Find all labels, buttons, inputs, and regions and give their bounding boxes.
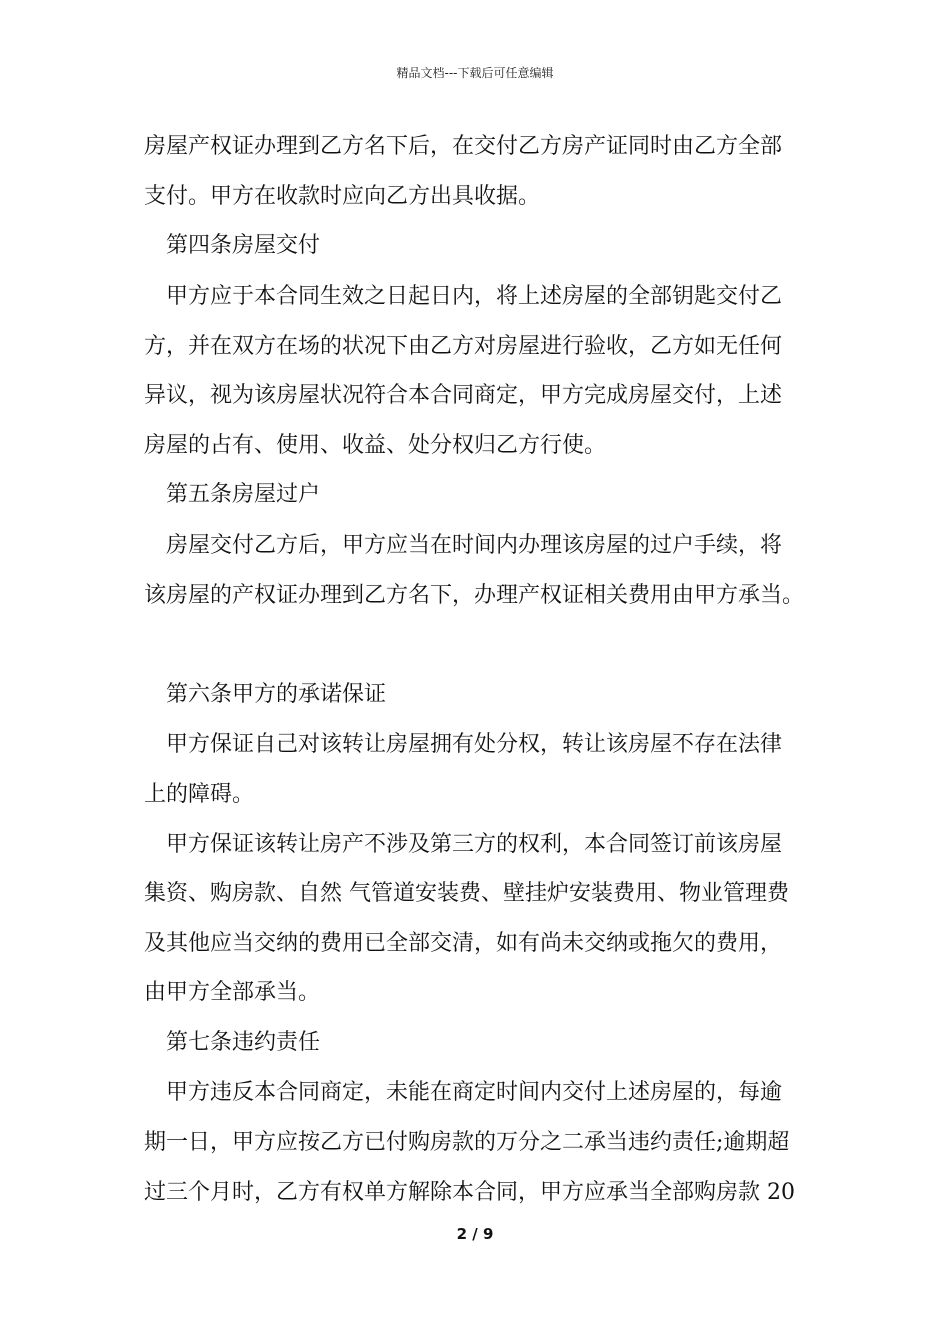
body-line: 及其他应当交纳的费用已全部交清，如有尚未交纳或拖欠的费用，	[144, 931, 783, 956]
body-line: 支付。甲方在收款时应向乙方出具收据。	[144, 184, 541, 209]
body-line: 集资、购房款、自然 气管道安装费、壁挂炉安装费用、物业管理费	[144, 881, 789, 906]
body-line: 房屋的占有、使用、收益、处分权归乙方行使。	[144, 433, 607, 458]
body-line: 甲方保证该转让房产不涉及第三方的权利，本合同签订前该房屋	[166, 832, 783, 857]
body-line: 由甲方全部承当。	[144, 980, 321, 1005]
body-line: 甲方违反本合同商定，未能在商定时间内交付上述房屋的，每逾	[166, 1080, 783, 1105]
section-heading: 第四条房屋交付	[166, 233, 321, 258]
section-heading: 第六条甲方的承诺保证	[166, 682, 387, 707]
section-heading: 第五条房屋过户	[166, 482, 321, 507]
section-heading: 第七条违约责任	[166, 1030, 321, 1055]
body-line: 上的障碍。	[144, 782, 255, 807]
page-header: 精品文档---下载后可任意编辑	[396, 66, 554, 80]
body-line: 房屋交付乙方后，甲方应当在时间内办理该房屋的过户手续，将	[166, 533, 783, 558]
page-number: 2 / 9	[456, 1225, 494, 1243]
body-line: 甲方保证自己对该转让房屋拥有处分权，转让该房屋不存在法律	[166, 732, 783, 757]
body-line: 过三个月时，乙方有权单方解除本合同，甲方应承当全部购房款 20	[144, 1180, 795, 1205]
body-line: 该房屋的产权证办理到乙方名下，办理产权证相关费用由甲方承当。	[144, 583, 805, 608]
body-line: 期一日，甲方应按乙方已付购房款的万分之二承当违约责任;逾期超	[144, 1130, 790, 1155]
body-line: 方，并在双方在场的状况下由乙方对房屋进行验收，乙方如无任何	[144, 334, 783, 359]
body-line: 甲方应于本合同生效之日起日内，将上述房屋的全部钥匙交付乙	[166, 284, 783, 309]
body-line: 房屋产权证办理到乙方名下后，在交付乙方房产证同时由乙方全部	[144, 134, 783, 159]
body-line: 异议，视为该房屋状况符合本合同商定，甲方完成房屋交付，上述	[144, 383, 783, 408]
